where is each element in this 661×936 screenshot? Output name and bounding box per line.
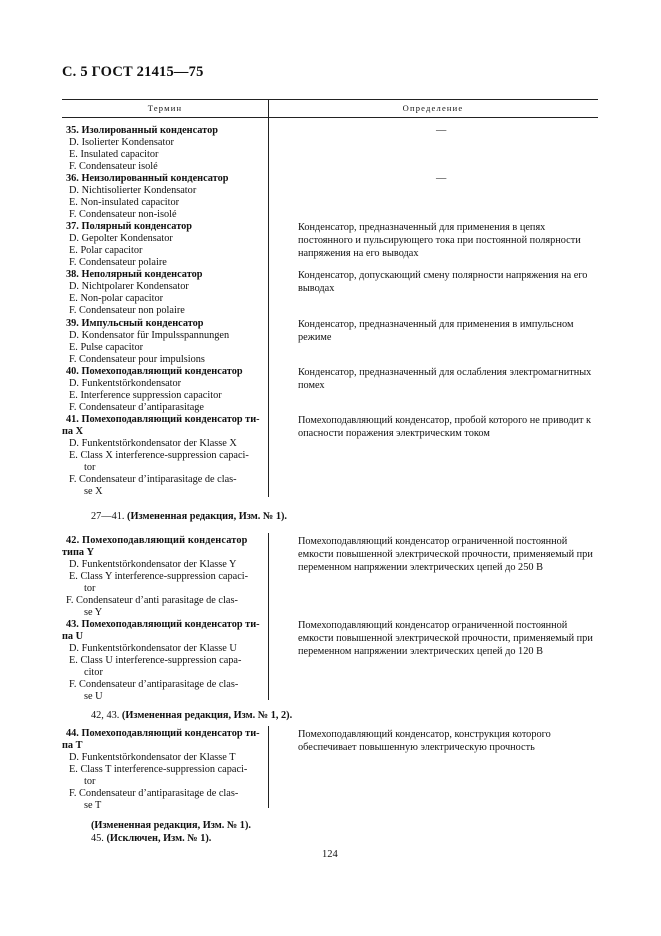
term-39-en: E. Pulse capacitor (69, 342, 144, 353)
term-44-ru: 44. Помехоподавляющий конденсатор ти- (66, 728, 260, 739)
term-42-fr-cont: se Y (84, 607, 103, 618)
definition-39: Конденсатор, предназначенный для применения в импульсном режиме (298, 319, 574, 343)
definition-40: Конденсатор, предназначенный для ослабления электромагнитных помех (298, 367, 592, 391)
term-42-ru-cont: типа Y (62, 547, 95, 558)
term-44-en: E. Class T interference-suppression capaci- (69, 764, 248, 775)
term-39-ru: 39. Импульсный конденсатор (66, 318, 204, 329)
term-40-en: E. Interference suppression capacitor (69, 390, 222, 401)
term-43-en: E. Class U interference-suppression capa- (69, 655, 242, 666)
column-divider (268, 533, 269, 700)
term-35-ru: 35. Изолированный конденсатор (66, 125, 218, 136)
definition-42: Помехоподавляющий конденсатор ограниченной постоянной емкости повышенной электрической прочности, применяемый при переменном напряжении электрических цепей до 250 В (298, 536, 593, 573)
term-43-ru-cont: па U (62, 631, 84, 642)
term-42-ru: 42. Помехоподавляющий конденсатор (66, 535, 248, 546)
term-41-fr: F. Condensateur d’intiparasitage de clas- (69, 474, 237, 485)
term-37-de: D. Gepolter Kondensator (69, 233, 173, 244)
term-35-de: D. Isolierter Kondensator (69, 137, 174, 148)
definition-36-dash: — (436, 173, 447, 184)
term-40-fr: F. Condensateur d’antiparasitage (69, 402, 204, 413)
term-41-en-cont: tor (84, 462, 96, 473)
term-39-fr: F. Condensateur pour impulsions (69, 354, 205, 365)
page-number: 124 (322, 849, 338, 860)
definition-38: Конденсатор, допускающий смену полярности напряжения на его выводах (298, 270, 588, 294)
term-43-en-cont: citor (84, 667, 103, 678)
amendment-note: 27—41. (Измененная редакция, Изм. № 1). (91, 511, 287, 522)
term-44-fr: F. Condensateur d’antiparasitage de clas- (69, 788, 239, 799)
definition-35-dash: — (436, 125, 447, 136)
term-42-en: E. Class Y interference-suppression capaci- (69, 571, 249, 582)
term-36-fr: F. Condensateur non-isolé (69, 209, 177, 220)
term-43-fr-cont: se U (84, 691, 103, 702)
term-36-de: D. Nichtisolierter Kondensator (69, 185, 197, 196)
amendment-note: 42, 43. (Измененная редакция, Изм. № 1, 2). (91, 710, 293, 721)
column-header-term: Термин (147, 103, 183, 113)
page-header: С. 5 ГОСТ 21415—75 (62, 64, 204, 80)
term-42-fr: F. Condensateur d’anti parasitage de clas- (66, 595, 238, 606)
term-43-de: D. Funkentstörkondensator der Klasse U (69, 643, 237, 654)
term-44-fr-cont: se T (84, 800, 102, 811)
amendment-note: (Измененная редакция, Изм. № 1). (91, 820, 251, 831)
table-head-rule (62, 117, 598, 118)
term-36-ru: 36. Неизолированный конденсатор (66, 173, 229, 184)
column-divider (268, 726, 269, 808)
term-35-en: E. Insulated capacitor (69, 149, 159, 160)
term-36-en: E. Non-insulated capacitor (69, 197, 180, 208)
column-divider (268, 99, 269, 497)
term-43-ru: 43. Помехоподавляющий конденсатор ти- (66, 619, 260, 630)
term-35-fr: F. Condensateur isolé (69, 161, 158, 172)
term-37-en: E. Polar capacitor (69, 245, 143, 256)
term-44-en-cont: tor (84, 776, 96, 787)
definition-44: Помехоподавляющий конденсатор, конструкция которого обеспечивает повышенную электрическую прочность (298, 729, 551, 753)
term-40-ru: 40. Помехоподавляющий конденсатор (66, 366, 243, 377)
term-41-ru-cont: па X (62, 426, 84, 437)
term-40-de: D. Funkentstörkondensator (69, 378, 182, 389)
term-44-de: D. Funkentstörkondensator der Klasse T (69, 752, 236, 763)
term-38-fr: F. Condensateur non polaire (69, 305, 185, 316)
term-43-fr: F. Condensateur d’antiparasitage de clas- (69, 679, 239, 690)
term-38-de: D. Nichtpolarer Kondensator (69, 281, 189, 292)
definition-41: Помехоподавляющий конденсатор, пробой которого не приводит к опасности поражения электрическим током (298, 415, 592, 439)
table-top-rule (62, 99, 598, 100)
term-41-fr-cont: se X (84, 486, 103, 497)
term-38-en: E. Non-polar capacitor (69, 293, 164, 304)
excluded-note: 45. (Исключен, Изм. № 1). (91, 833, 212, 844)
term-42-en-cont: tor (84, 583, 96, 594)
term-41-de: D. Funkentstörkondensator der Klasse X (69, 438, 237, 449)
column-header-definition: Определение (402, 103, 464, 113)
term-37-ru: 37. Полярный конденсатор (66, 221, 192, 232)
term-38-ru: 38. Неполярный конденсатор (66, 269, 203, 280)
term-41-en: E. Class X interference-suppression capaci- (69, 450, 249, 461)
definition-43: Помехоподавляющий конденсатор ограниченной постоянной емкости повышенной электрической прочности, применяемый при переменном напряжении электрических цепей до 120 В (298, 620, 593, 657)
term-42-de: D. Funkentstörkondensator der Klasse Y (69, 559, 237, 570)
definition-37: Конденсатор, предназначенный для применения в цепях постоянного и пульсирующего тока при постоянной полярности напряжения на его выводах (298, 222, 581, 259)
term-39-de: D. Kondensator für Impulsspannungen (69, 330, 230, 341)
term-44-ru-cont: па T (62, 740, 83, 751)
term-41-ru: 41. Помехоподавляющий конденсатор ти- (66, 414, 260, 425)
term-37-fr: F. Condensateur polaire (69, 257, 167, 268)
